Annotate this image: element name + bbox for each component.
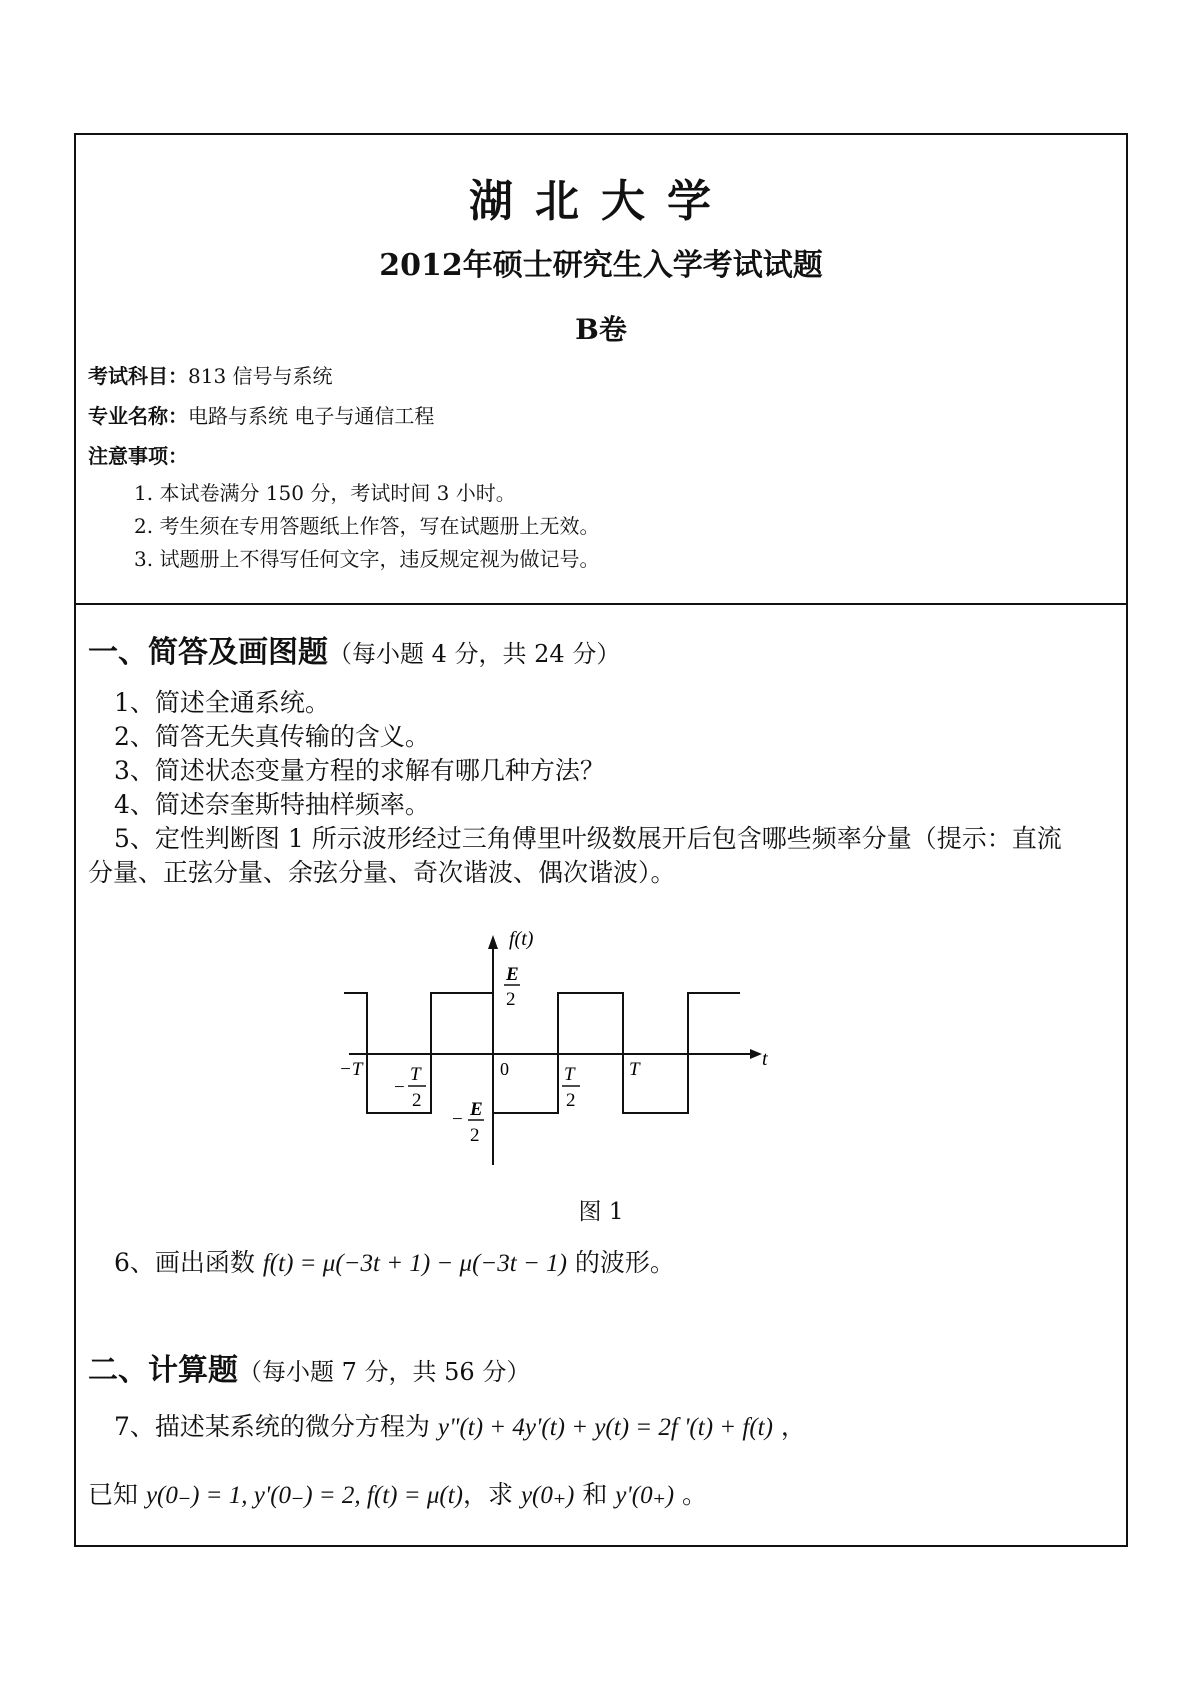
half-t-denominator: 2 (566, 1090, 576, 1111)
question-7-prefix: 7、描述某系统的微分方程为 (114, 1412, 438, 1441)
university-title: 湖北大学 (469, 176, 733, 227)
question-7-suffix: ， (772, 1412, 806, 1441)
question-1: 1、简述全通系统。 (114, 688, 330, 717)
header-divider (76, 603, 1126, 605)
y-axis-arrow-icon (488, 935, 498, 949)
neg-half-t-numerator: T (410, 1064, 421, 1085)
neg-half-t-denominator: 2 (412, 1090, 422, 1111)
major-value: 电路与系统 电子与通信工程 (188, 404, 435, 428)
x-axis-label: t (762, 1048, 768, 1070)
subject-value: 813 信号与系统 (188, 364, 333, 388)
exam-title: 2012年硕士研究生入学考试试题 (379, 248, 823, 283)
section2-title (88, 1345, 530, 1389)
note-item: 3. 试题册上不得写任何文字，违反规定视为做记号。 (134, 547, 600, 571)
exam-frame (74, 133, 1128, 1547)
half-t-numerator: T (564, 1064, 575, 1085)
question-4: 4、简述奈奎斯特抽样频率。 (114, 790, 430, 819)
y-prime-zero-plus: y'(0₊) (615, 1482, 675, 1509)
section1-title (88, 627, 620, 671)
question-7-conditions (88, 1475, 707, 1511)
paper-label: B卷 (575, 313, 627, 346)
subject-line (88, 360, 333, 389)
question-6-suffix: 的波形。 (566, 1248, 675, 1277)
neg-e-half-sign: − (452, 1109, 463, 1130)
figure-1-caption: 图 1 (578, 1199, 624, 1225)
question-6-formula: f(t) = μ(−3t + 1) − μ(−3t − 1) (262, 1250, 567, 1277)
section1-heading: 一、简答及画图题 (88, 635, 328, 670)
section2-score: （每小题 7 分，共 56 分） (238, 1358, 531, 1386)
question-6-prefix: 6、画出函数 (114, 1248, 263, 1277)
neg-e-half-numerator: E (470, 1099, 483, 1120)
note-item: 2. 考生须在专用答题纸上作答，写在试题册上无效。 (134, 514, 600, 538)
question-3: 3、简述状态变量方程的求解有哪几种方法？ (114, 756, 605, 785)
conditions-and: 和 (574, 1480, 616, 1509)
neg-e-half-denominator: 2 (470, 1125, 480, 1146)
question-6 (114, 1243, 675, 1279)
section2-heading: 二、计算题 (88, 1353, 238, 1388)
e-half-denominator: 2 (506, 989, 516, 1010)
conditions-prefix: 已知 (88, 1480, 146, 1509)
question-5: 5、定性判断图 1 所示波形经过三角傅里叶级数展开后包含哪些频率分量（提示：直流 (114, 824, 1062, 853)
neg-half-t-sign: − (394, 1077, 405, 1098)
neg-t-label: −T (339, 1059, 363, 1080)
section1-score: （每小题 4 分，共 24 分） (328, 640, 621, 668)
conditions-ask: ，求 (462, 1480, 521, 1509)
conditions-end: 。 (674, 1480, 708, 1509)
major-label: 专业名称： (88, 404, 188, 428)
question-2: 2、简答无失真传输的含义。 (114, 722, 430, 751)
y-axis-label: f(t) (509, 928, 534, 950)
x-axis-arrow-icon (750, 1049, 762, 1059)
figure-1-waveform (334, 925, 814, 1187)
origin-label: 0 (500, 1059, 509, 1079)
question-7-formula: y"(t) + 4y'(t) + y(t) = 2f '(t) + f(t) (437, 1414, 773, 1441)
question-5-cont: 分量、正弦分量、余弦分量、奇次谐波、偶次谐波）。 (88, 858, 676, 887)
initial-conditions: y(0₋) = 1, y'(0₋) = 2, f(t) = μ(t) (145, 1482, 463, 1509)
subject-label: 考试科目： (88, 364, 188, 388)
notes-heading (88, 440, 188, 469)
notes-label: 注意事项： (88, 444, 188, 468)
y-zero-plus: y(0₊) (520, 1482, 575, 1509)
note-item: 1. 本试卷满分 150 分，考试时间 3 小时。 (134, 481, 516, 505)
e-half-numerator: E (506, 964, 519, 985)
t-label: T (629, 1059, 640, 1080)
major-line (88, 400, 434, 429)
question-7 (114, 1407, 806, 1443)
